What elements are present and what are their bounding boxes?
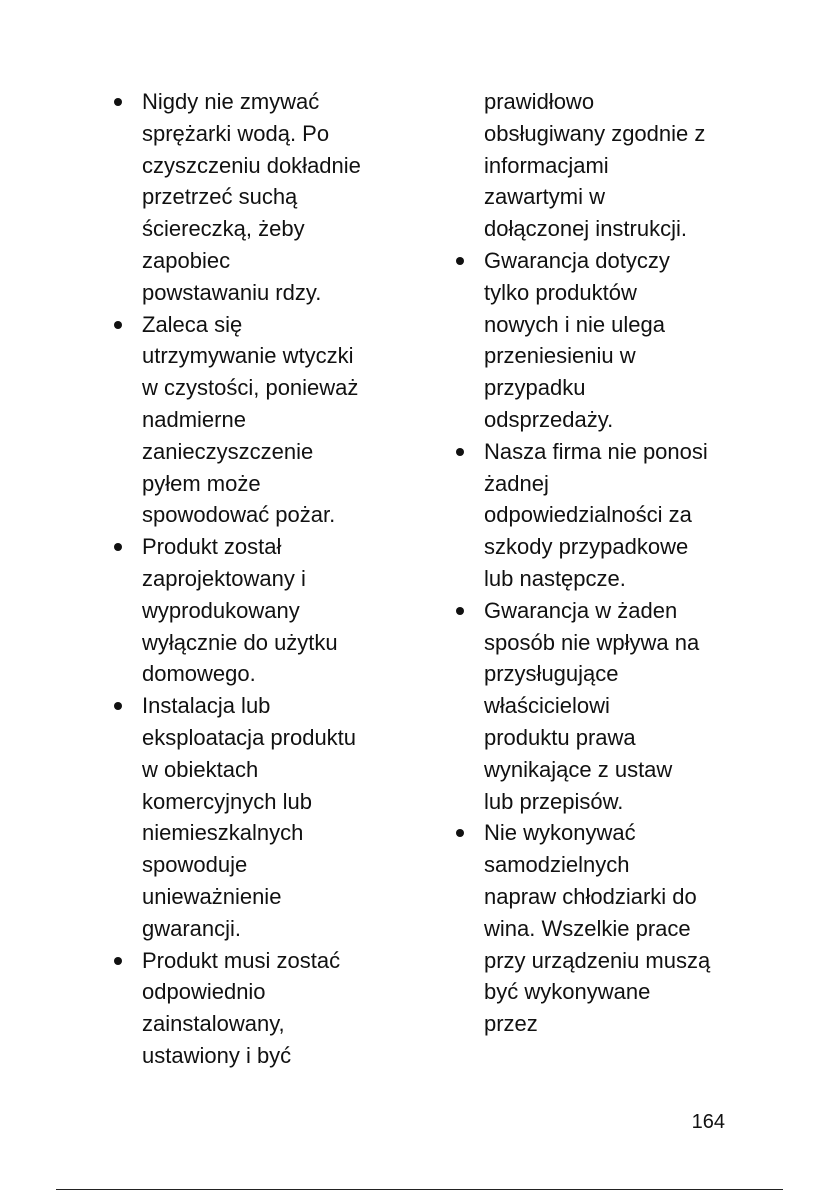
line-text: powstawaniu rdzy. xyxy=(142,279,322,305)
line-text: komercyjnych lub xyxy=(142,788,312,814)
bullet-item-start xyxy=(452,245,712,277)
line-text: Gwarancja w żaden xyxy=(484,597,678,623)
line-text: być wykonywane xyxy=(484,979,651,1005)
text-line xyxy=(110,372,370,404)
line-text: Instalacja lub xyxy=(142,693,271,719)
text-line xyxy=(452,499,712,531)
line-text: dołączonej instrukcji. xyxy=(484,216,687,242)
line-text: spowoduje xyxy=(142,852,248,878)
text-line xyxy=(110,118,370,150)
text-line xyxy=(110,468,370,500)
text-line xyxy=(452,1008,712,1040)
bullet-icon xyxy=(456,607,464,615)
text-line xyxy=(110,181,370,213)
bullet-item-start xyxy=(452,436,712,468)
line-text: eksploatacja produktu xyxy=(142,724,357,750)
line-text: sposób nie wpływa na xyxy=(484,629,700,655)
line-text: sprężarki wodą. Po xyxy=(142,120,330,146)
line-text: utrzymywanie wtyczki xyxy=(142,343,354,369)
line-text: zanieczyszczenie xyxy=(142,438,314,464)
text-line xyxy=(452,722,712,754)
text-line xyxy=(110,277,370,309)
text-line xyxy=(452,913,712,945)
text-line xyxy=(452,976,712,1008)
text-line xyxy=(452,881,712,913)
line-text: odsprzedaży. xyxy=(484,406,614,432)
text-line xyxy=(452,340,712,372)
footer-divider xyxy=(56,1189,783,1190)
line-text: niemieszkalnych xyxy=(142,820,304,846)
line-text: Gwarancja dotyczy xyxy=(484,247,670,273)
bullet-icon xyxy=(114,321,122,329)
line-text: Nie wykonywać xyxy=(484,820,636,846)
text-line xyxy=(110,436,370,468)
bullet-icon xyxy=(114,98,122,106)
text-line xyxy=(452,563,712,595)
line-text: przy urządzeniu muszą xyxy=(484,947,711,973)
text-line xyxy=(110,722,370,754)
right-column xyxy=(452,86,712,1040)
text-line xyxy=(452,150,712,182)
text-line xyxy=(110,881,370,913)
left-column xyxy=(110,86,370,1072)
line-text: wina. Wszelkie prace xyxy=(484,915,691,941)
text-line xyxy=(110,976,370,1008)
line-text: zapobiec xyxy=(142,247,231,273)
line-text: odpowiednio xyxy=(142,979,266,1005)
line-text: właścicielowi xyxy=(484,693,610,719)
line-text: przetrzeć suchą xyxy=(142,184,298,210)
line-text: przez xyxy=(484,1011,538,1037)
line-text: w czystości, ponieważ xyxy=(142,375,359,401)
right-bullet-list xyxy=(452,86,712,1040)
text-line xyxy=(452,118,712,150)
text-line xyxy=(452,309,712,341)
bullet-item-start xyxy=(110,309,370,341)
line-text: przysługujące xyxy=(484,661,619,687)
line-text: w obiektach xyxy=(142,756,259,782)
text-line xyxy=(110,754,370,786)
line-text: Produkt został xyxy=(142,534,282,560)
line-text: prawidłowo xyxy=(484,89,595,114)
text-line xyxy=(110,150,370,182)
bullet-icon xyxy=(456,448,464,456)
text-line xyxy=(452,372,712,404)
text-line xyxy=(110,213,370,245)
line-text: lub przepisów. xyxy=(484,788,624,814)
text-line xyxy=(452,181,712,213)
line-text: gwarancji. xyxy=(142,915,242,941)
line-text: zainstalowany, xyxy=(142,1011,285,1037)
line-text: wyłącznie do użytku xyxy=(142,629,338,655)
bullet-icon xyxy=(456,829,464,837)
text-line xyxy=(452,658,712,690)
line-text: spowodować pożar. xyxy=(142,502,336,528)
bullet-item-start xyxy=(452,595,712,627)
text-line xyxy=(110,340,370,372)
line-text: przeniesieniu w xyxy=(484,343,636,369)
line-text: napraw chłodziarki do xyxy=(484,883,697,909)
line-text: obsługiwany zgodnie z xyxy=(484,120,706,146)
line-text: odpowiedzialności za xyxy=(484,502,692,528)
line-text: szkody przypadkowe xyxy=(484,534,689,560)
bullet-item-start xyxy=(452,817,712,849)
text-line xyxy=(110,627,370,659)
text-line xyxy=(452,404,712,436)
line-text: Zaleca się xyxy=(142,311,243,337)
text-line xyxy=(110,786,370,818)
line-text: wyprodukowany xyxy=(142,597,300,623)
line-text: zaprojektowany i xyxy=(142,565,306,591)
text-line xyxy=(452,627,712,659)
line-text: Nasza firma nie ponosi xyxy=(484,438,708,464)
line-text: żadnej xyxy=(484,470,549,496)
text-line xyxy=(110,658,370,690)
bullet-item-start xyxy=(110,690,370,722)
line-text: czyszczeniu dokładnie xyxy=(142,152,361,178)
line-text: nadmierne xyxy=(142,406,246,432)
line-text: zawartymi w xyxy=(484,184,606,210)
line-text: samodzielnych xyxy=(484,852,630,878)
line-text: domowego. xyxy=(142,661,256,687)
bullet-item-start xyxy=(110,945,370,977)
text-line xyxy=(452,849,712,881)
text-line xyxy=(110,499,370,531)
line-text: ściereczką, żeby xyxy=(142,216,305,242)
text-line xyxy=(452,531,712,563)
text-line xyxy=(452,468,712,500)
line-text: informacjami xyxy=(484,152,609,178)
bullet-icon xyxy=(114,957,122,965)
text-line xyxy=(110,817,370,849)
page-number: 164 xyxy=(691,1111,725,1133)
text-line xyxy=(110,404,370,436)
text-line xyxy=(110,595,370,627)
bullet-item-start xyxy=(110,531,370,563)
bullet-icon xyxy=(114,543,122,551)
line-text: przypadku xyxy=(484,375,586,401)
line-text: wynikające z ustaw xyxy=(484,756,673,782)
text-line xyxy=(452,945,712,977)
line-text: nowych i nie ulega xyxy=(484,311,666,337)
text-line xyxy=(452,277,712,309)
text-line xyxy=(452,786,712,818)
line-text: ustawiony i być xyxy=(142,1042,292,1068)
text-line xyxy=(452,754,712,786)
line-text: produktu prawa xyxy=(484,724,636,750)
bullet-item-start xyxy=(110,86,370,118)
text-line xyxy=(110,913,370,945)
line-text: Produkt musi zostać xyxy=(142,947,341,973)
text-line xyxy=(452,213,712,245)
text-line xyxy=(452,690,712,722)
text-line xyxy=(110,1040,370,1072)
line-text: tylko produktów xyxy=(484,279,637,305)
text-line xyxy=(110,563,370,595)
bullet-icon xyxy=(114,702,122,710)
text-line xyxy=(110,1008,370,1040)
line-text: Nigdy nie zmywać xyxy=(142,89,320,114)
line-text: pyłem może xyxy=(142,470,261,496)
line-text: lub następcze. xyxy=(484,565,626,591)
text-line xyxy=(110,849,370,881)
bullet-icon xyxy=(456,257,464,265)
line-text: unieważnienie xyxy=(142,883,282,909)
text-line xyxy=(452,86,712,118)
text-line xyxy=(110,245,370,277)
left-bullet-list xyxy=(110,86,370,1072)
